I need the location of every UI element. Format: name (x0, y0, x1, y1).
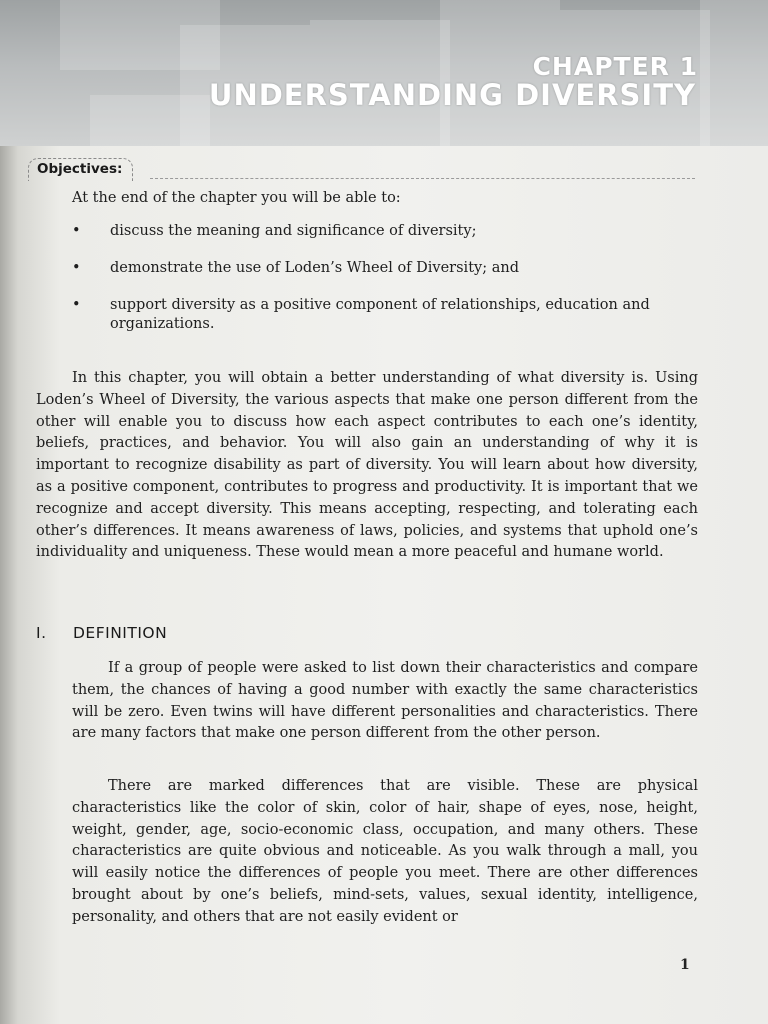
objective-text: demonstrate the use of Loden’s Wheel of Diversity; and (110, 260, 519, 276)
objective-item (72, 222, 702, 241)
objectives-divider (150, 178, 695, 179)
bullet-icon: • (72, 297, 81, 313)
definition-paragraph: If a group of people were asked to list down their characteristics and compare them, the chances of having a good number with exactly the same characteristics will be zero. Even twins will have different personalities and characteristics. There are many factors that make one person different from the other person. (72, 660, 698, 742)
objective-item (72, 259, 702, 278)
banner-block (700, 0, 768, 146)
objectives-list (72, 222, 702, 334)
banner-block (90, 95, 210, 146)
section-heading (36, 624, 167, 642)
bullet-icon: • (72, 223, 81, 239)
objectives-intro: At the end of the chapter you will be able to: (72, 190, 401, 206)
chapter-label: CHAPTER 1 (532, 52, 698, 81)
objective-item (72, 296, 702, 334)
bullet-icon: • (72, 260, 81, 276)
page-number: 1 (680, 957, 690, 973)
section-number: I. (36, 624, 47, 642)
objectives-label: Objectives: (28, 158, 133, 181)
objective-text: support diversity as a positive component of relationships, education and organizations. (110, 297, 650, 332)
chapter-banner (0, 0, 768, 146)
objective-text: discuss the meaning and significance of diversity; (110, 223, 477, 239)
section-title: DEFINITION (73, 624, 168, 642)
chapter-title: UNDERSTANDING DIVERSITY (208, 78, 696, 112)
intro-paragraph: In this chapter, you will obtain a better understanding of what diversity is. Using Loden’s Wheel of Diversity, the various aspects that make one person different from the other will enable you to discuss how each aspect contributes to each one’s identity, beliefs, practices, and behavior. You will also gain an understanding of why it is important to recognize disability as part of diversity. You will learn about how diversity, as a positive component, contributes to progress and productivity. It is important that we recognize and accept diversity. This means accepting, respecting, and tolerating each other’s differences. It means awareness of laws, policies, and systems that uphold one’s individuality and uniqueness. These would mean a more peaceful and humane world. (36, 370, 698, 561)
definition-paragraph: There are marked differences that are visible. These are physical characteristics like the color of skin, color of hair, shape of eyes, nose, height, weight, gender, age, socio-economic class, occupation, and many others. These characteristics are quite obvious and noticeable. As you walk through a mall, you will easily notice the differences of people you meet. There are other differences brought about by one’s beliefs, mind-sets, values, sexual identity, intelligence, personality, and others that are not easily evident or (72, 778, 698, 925)
